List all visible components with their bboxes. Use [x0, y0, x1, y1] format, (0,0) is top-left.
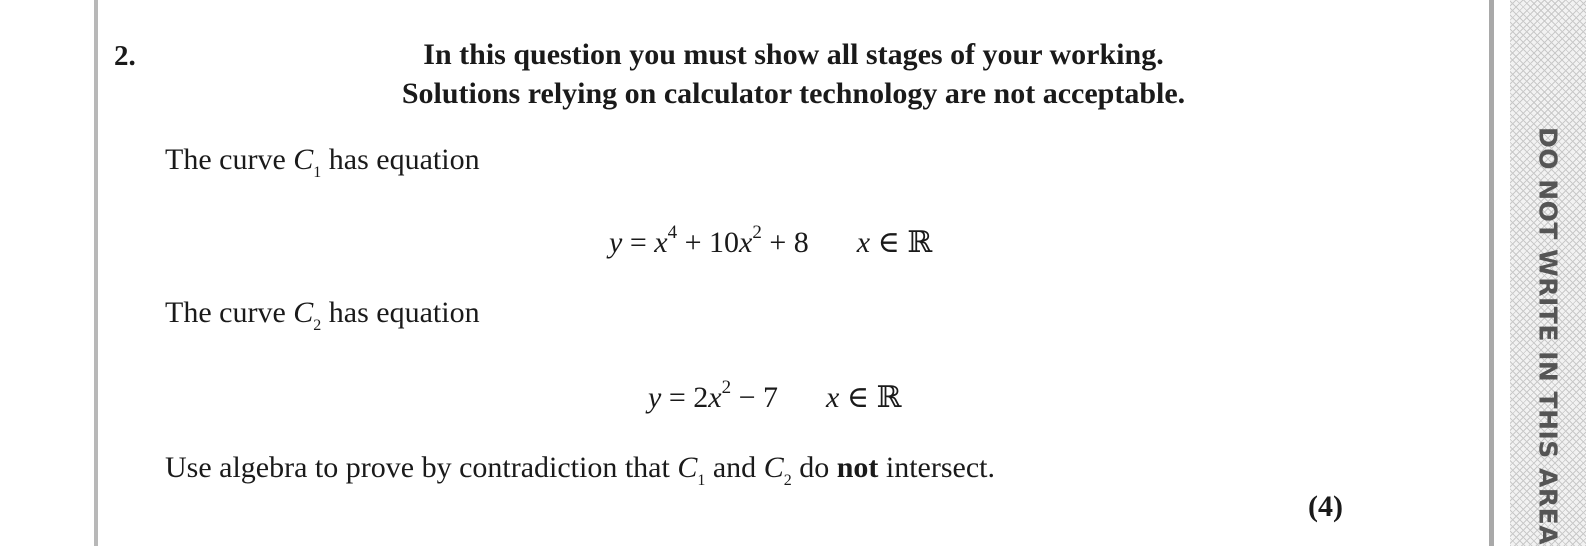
curve1-name: C: [293, 143, 314, 176]
curve2-equation: $y = 2x^2 - 7$ x ∈ ℝ: [648, 377, 902, 414]
task-statement: Use algebra to prove by contradiction that $C_1$ and $C_2$ do not intersect.: [165, 451, 996, 489]
curve1-domain-var: x: [856, 226, 871, 259]
curve2-domain-var: x: [826, 381, 840, 414]
curve1-domain: ∈ ℝ: [870, 226, 933, 259]
question-number: 2.: [114, 40, 136, 72]
curve2-intro: The curve $C_2$ has equation: [165, 296, 480, 334]
curve2-name: C: [293, 296, 314, 329]
curve1-equation: $y = x^4 + 10x^2 + 8$ x ∈ ℝ: [609, 222, 933, 259]
curve1-intro: The curve $C_1$ has equation: [165, 143, 480, 181]
instruction-line-2: Solutions relying on calculator technology are not acceptable.: [401, 77, 1186, 110]
emphasis-not: not: [836, 451, 879, 484]
marks-allocation: (4): [1308, 490, 1343, 523]
curve2-subscript: 2: [313, 317, 322, 334]
right-margin-line: [1489, 0, 1494, 546]
curve1-subscript: 1: [313, 164, 322, 181]
curve2-domain: ∈ ℝ: [839, 381, 902, 414]
do-not-write-notice: DO NOT WRITE IN THIS AREA: [1533, 127, 1563, 546]
instruction-line-1: In this question you must show all stages of your working.: [423, 38, 1164, 71]
